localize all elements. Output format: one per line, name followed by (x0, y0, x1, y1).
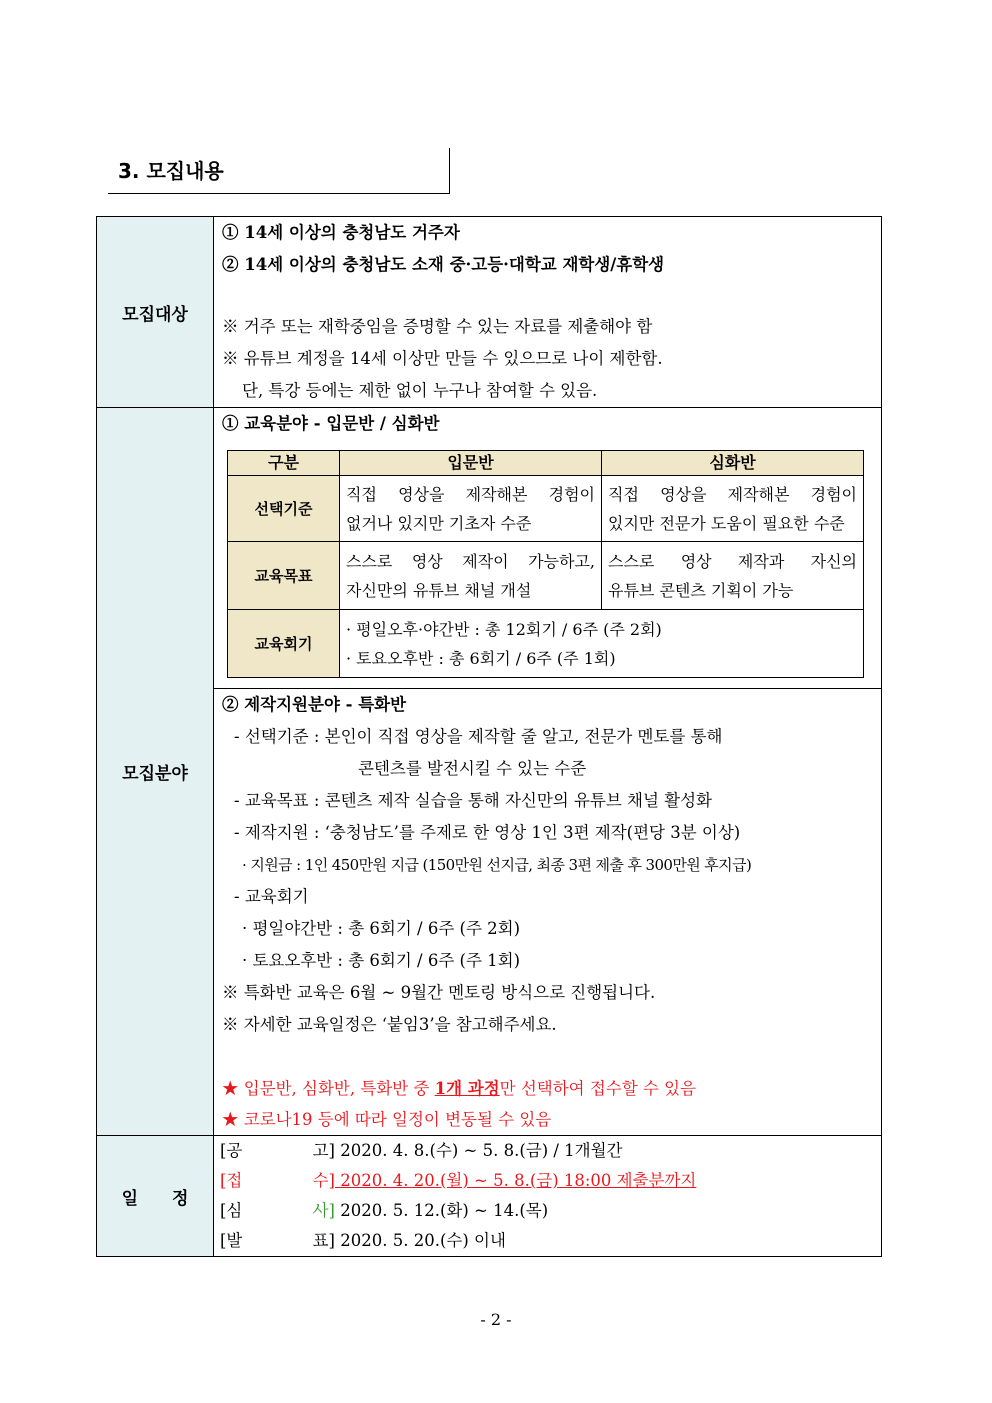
target-note: ※ 거주 또는 재학중임을 증명할 수 있는 자료를 제출해야 함 (222, 317, 653, 336)
schedule-content (214, 1136, 882, 1257)
schedule-item: [심 사] 2020. 5. 12.(화) ~ 14.(목) (220, 1201, 549, 1220)
warning-suffix: 만 선택하여 접수할 수 있음 (499, 1079, 696, 1098)
col-category: 구분 (228, 451, 340, 476)
prod-fund: · 지원금 : 1인 450만원 지급 (150만원 선지급, 최종 3편 제출 후 300만원 후지급) (242, 856, 752, 874)
edu-table (227, 450, 864, 678)
prod-criteria-cont: 콘텐츠를 발전시킬 수 있는 수준 (358, 759, 587, 778)
warning-emphasis: 1개 과정 (434, 1079, 500, 1098)
target-note: ※ 유튜브 계정을 14세 이상만 만들 수 있으므로 나이 제한함. (222, 349, 663, 368)
field-row (97, 408, 882, 689)
cell-text: 스스로 영상 제작이 가능하고, (346, 551, 595, 571)
prod-session-item: · 토요오후반 : 총 6회기 / 6주 (주 1회) (242, 951, 521, 970)
schedule-item: [발 표] 2020. 5. 20.(수) 이내 (220, 1231, 506, 1250)
field-header: 모집분야 (97, 408, 214, 1136)
row-label: 교육회기 (228, 610, 340, 678)
schedule-item: [접 수] 2020. 4. 20.(월) ~ 5. 8.(금) 18:00 제출분까지 (220, 1171, 697, 1190)
cell-text: 직접 영상을 제작해본 경험이 (346, 484, 595, 504)
prod-title: ② 제작지원분야 - 특화반 (222, 695, 407, 714)
target-header: 모집대상 (97, 217, 214, 408)
schedule-header: 일 정 (97, 1136, 214, 1257)
cell-text: 스스로 영상 제작과 자신의 (608, 551, 857, 571)
target-content (214, 217, 882, 408)
prod-sessions: - 교육회기 (234, 887, 309, 906)
cell-text: 유튜브 콘텐츠 기획이 가능 (608, 580, 794, 600)
target-item: ② 14세 이상의 충청남도 소재 중·고등·대학교 재학생/휴학생 (222, 255, 665, 274)
row-label: 선택기준 (228, 476, 340, 542)
target-item: ① 14세 이상의 충청남도 거주자 (222, 223, 460, 242)
cell-text: 있지만 전문가 도움이 필요한 수준 (608, 513, 845, 533)
target-note: 단, 특강 등에는 제한 없이 누구나 참여할 수 있음. (242, 381, 598, 400)
prod-note: ※ 특화반 교육은 6월 ~ 9월간 멘토링 방식으로 진행됩니다. (222, 983, 656, 1002)
target-row (97, 217, 882, 408)
row-label: 교육목표 (228, 542, 340, 610)
cell-text: · 평일오후·야간반 : 총 12회기 / 6주 (주 2회) (346, 619, 662, 639)
warning-line (222, 1073, 875, 1105)
col-advanced: 심화반 (602, 451, 864, 476)
col-intro: 입문반 (340, 451, 602, 476)
cell-text: · 토요오후반 : 총 6회기 / 6주 (주 1회) (346, 648, 616, 668)
prod-section (214, 689, 882, 1136)
edu-section (214, 408, 882, 689)
prod-support: - 제작지원 : ‘충청남도’를 주제로 한 영상 1인 3편 제작(편당 3분 이상) (234, 823, 741, 842)
warning-prefix: ★ 입문반, 심화반, 특화반 중 (222, 1079, 435, 1098)
warning-line: ★ 코로나19 등에 따라 일정이 변동될 수 있음 (222, 1110, 552, 1129)
prod-goal: - 교육목표 : 콘텐츠 제작 실습을 통해 자신만의 유튜브 채널 활성화 (234, 791, 712, 810)
recruitment-table (96, 216, 882, 1257)
schedule-item: [공 고] 2020. 4. 8.(수) ~ 5. 8.(금) / 1개월간 (220, 1141, 623, 1160)
edu-title: ① 교육분야 - 입문반 / 심화반 (222, 414, 440, 433)
section-title: 3. 모집내용 (108, 148, 450, 194)
page-number: - 2 - (480, 1310, 512, 1329)
prod-note: ※ 자세한 교육일정은 ‘붙임3’을 참고해주세요. (222, 1015, 557, 1034)
prod-session-item: · 평일야간반 : 총 6회기 / 6주 (주 2회) (242, 919, 521, 938)
prod-criteria: - 선택기준 : 본인이 직접 영상을 제작할 줄 알고, 전문가 멘토를 통해 (234, 727, 723, 746)
prod-row (97, 689, 882, 1136)
cell-text: 없거나 있지만 기초자 수준 (346, 513, 532, 533)
schedule-row (97, 1136, 882, 1257)
cell-text: 자신만의 유튜브 채널 개설 (346, 580, 532, 600)
cell-text: 직접 영상을 제작해본 경험이 (608, 484, 857, 504)
